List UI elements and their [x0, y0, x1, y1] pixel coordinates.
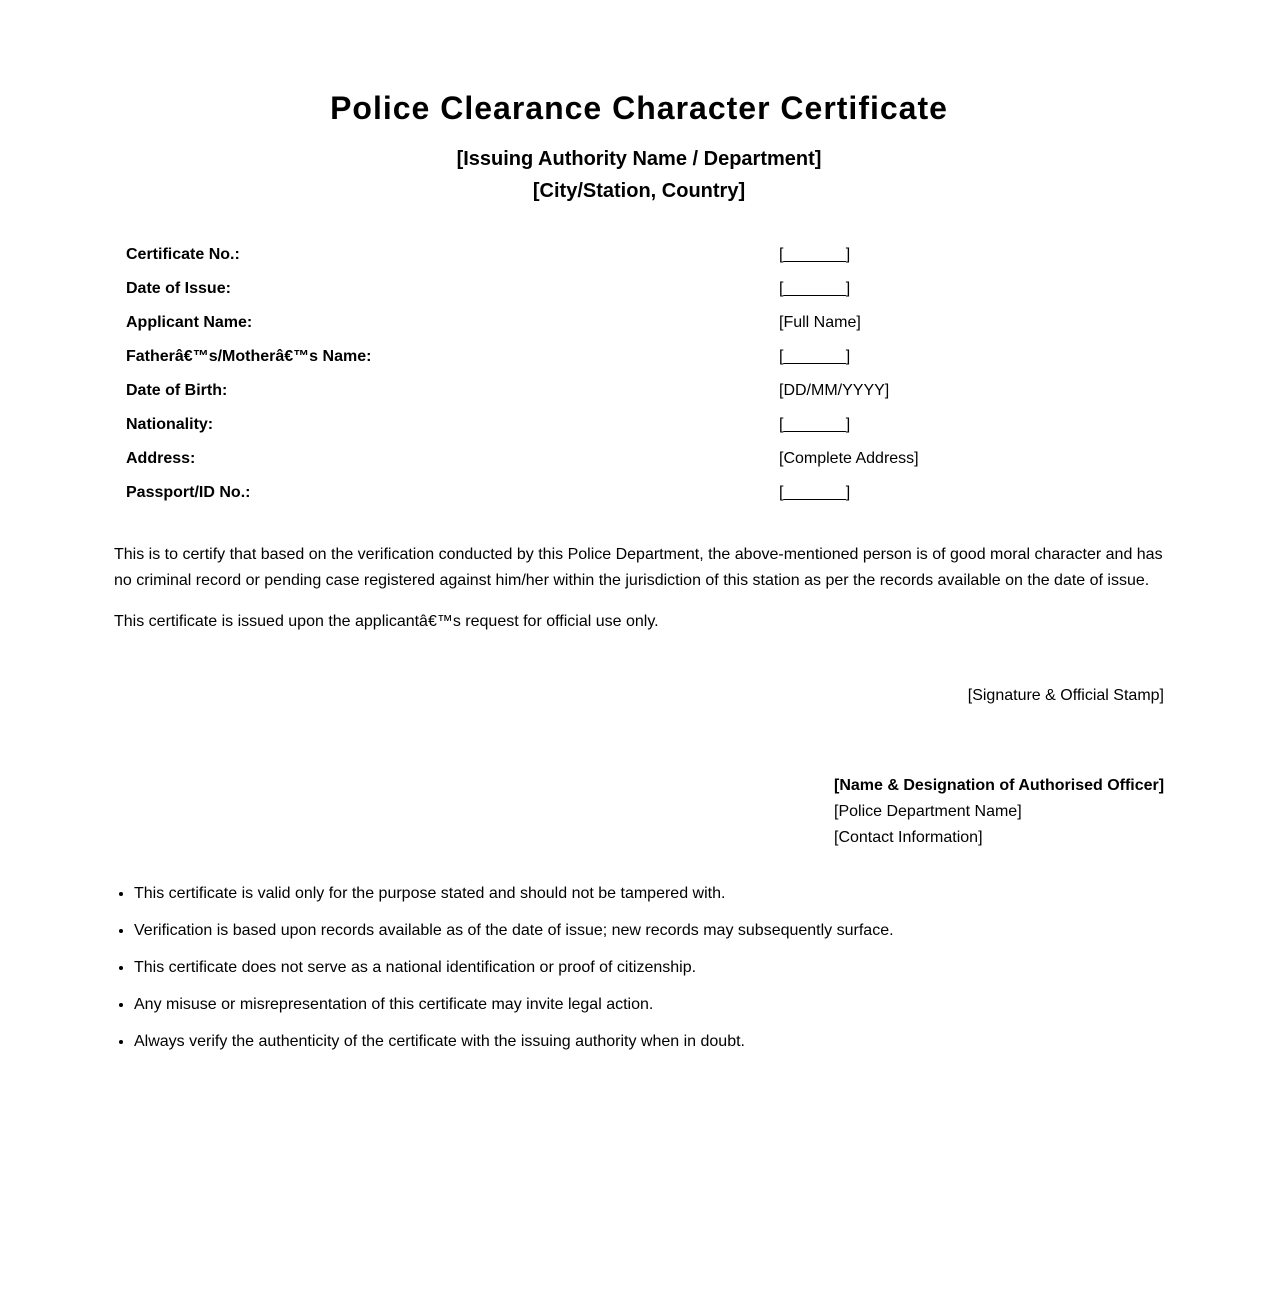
field-row-date-of-issue: [126, 276, 1166, 310]
list-item: • Verification is based upon records available as of the date of issue; new records may subsequently surface.: [134, 918, 1166, 944]
field-label: Applicant Name:: [126, 314, 253, 331]
notes-list: [114, 881, 1166, 1066]
field-label: Date of Birth:: [126, 382, 228, 399]
field-value: [DD/MM/YYYY]: [779, 382, 890, 399]
field-value: [_______]: [779, 484, 851, 501]
list-item: • This certificate does not serve as a national identification or proof of citizenship.: [134, 955, 1166, 981]
field-label: Certificate No.:: [126, 246, 240, 263]
signature-stamp-placeholder: [Signature & Official Stamp]: [967, 687, 1164, 704]
field-row-parent-name: [126, 344, 1166, 378]
certificate-title: Police Clearance Character Certificate: [330, 90, 948, 126]
issuing-location: [City/Station, Country]: [532, 180, 746, 202]
field-row-address: [126, 446, 1166, 480]
issuing-authority: [Issuing Authority Name / Department]: [456, 148, 822, 170]
field-value: [Full Name]: [779, 314, 861, 331]
list-item: • This certificate is valid only for the purpose stated and should not be tampered with.: [134, 881, 1166, 907]
field-value: [Complete Address]: [779, 450, 919, 467]
officer-block: [834, 773, 1164, 851]
officer-department: [Police Department Name]: [834, 803, 1022, 820]
field-value: [_______]: [779, 280, 851, 297]
field-row-date-of-birth: [126, 378, 1166, 412]
list-item: • Any misuse or misrepresentation of this certificate may invite legal action.: [134, 992, 1166, 1018]
officer-name-designation: [Name & Designation of Authorised Officer]: [834, 777, 1165, 794]
applicant-details: [126, 242, 1166, 514]
field-label: Date of Issue:: [126, 280, 231, 297]
officer-contact: [Contact Information]: [834, 829, 983, 846]
certification-paragraph: This is to certify that based on the verification conducted by this Police Department, the above-mentioned person is of good moral character and has no criminal record or pending case registered against him/her within the jurisdiction of this station as per the records available on the date of issue.: [114, 546, 1163, 589]
field-value: [_______]: [779, 348, 851, 365]
field-label: Fatherâ€™s/Motherâ€™s Name:: [126, 348, 372, 365]
field-label: Passport/ID No.:: [126, 484, 251, 501]
field-row-nationality: [126, 412, 1166, 446]
field-label: Nationality:: [126, 416, 214, 433]
field-label: Address:: [126, 450, 196, 467]
field-row-passport-id: [126, 480, 1166, 514]
field-value: [_______]: [779, 246, 851, 263]
purpose-paragraph: This certificate is issued upon the applicantâ€™s request for official use only.: [114, 613, 659, 630]
field-value: [_______]: [779, 416, 851, 433]
field-row-applicant-name: [126, 310, 1166, 344]
list-item: • Always verify the authenticity of the certificate with the issuing authority when in doubt.: [134, 1029, 1166, 1055]
field-row-certificate-no: [126, 242, 1166, 276]
